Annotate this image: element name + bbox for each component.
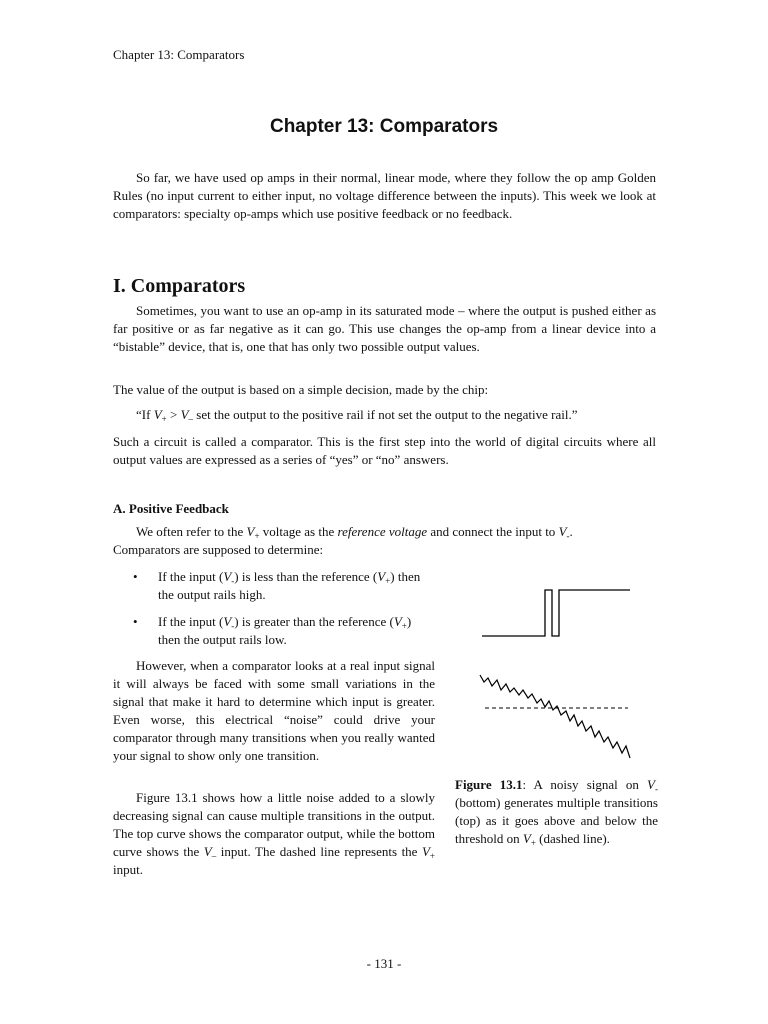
section-paragraph-2: The value of the output is based on a simple decision, made by the chip: — [113, 382, 489, 397]
figure-description-paragraph: Figure 13.1 shows how a little noise added to a slowly decreasing signal can cause multiple transitions in the output. The top curve shows the comparator output, while the bottom curve shows the $V_-$ input. The dashed line represents the $V_+$ input. — [113, 790, 435, 877]
noisy-input-signal — [480, 675, 630, 758]
section-heading: I. Comparators — [113, 275, 246, 297]
section-paragraph-3: Such a circuit is called a comparator. This is the first step into the world of digital circuits where all output values are expressed as a series of “yes” or “no” answers. — [113, 434, 656, 467]
page-number: - 131 - — [366, 956, 402, 971]
rule-quote: “If $V_+ > V_-$ set the output to the positive rail if not set the output to the negative rail.” — [136, 407, 578, 424]
however-paragraph: However, when a comparator looks at a real input signal it will always be faced with some small variations in the signal that make it hard to determine which input is greater. Even worse, this electrical “noise” could drive your comparator through many transitions when you really wanted your signal to show only one transition. — [113, 658, 435, 763]
chapter-title: Chapter 13: Comparators — [269, 116, 499, 137]
running-header: Chapter 13: Comparators — [113, 47, 245, 62]
comparator-output-waveform — [482, 590, 630, 636]
bullet-icon: • — [133, 569, 138, 584]
figure-caption: Figure 13.1: A noisy signal on $V_-$ (bottom) generates multiple transitions (top) as it goes above and below the threshold on $V_+$ (dashed line). — [455, 777, 658, 848]
subsection-intro: We often refer to the $V_+$ voltage as the reference voltage and connect the input to $V_-$. Comparators are supposed to determine: — [113, 524, 573, 557]
figure-13-1-diagram — [470, 580, 650, 765]
intro-paragraph: So far, we have used op amps in their normal, linear mode, where they follow the op amp Golden Rules (no input current to either input, no voltage difference between the inputs). This week we look at comparators: specialty op-amps which use positive feedback or no feedback. — [113, 170, 656, 221]
section-paragraph-1: Sometimes, you want to use an op-amp in its saturated mode – where the output is pushed either as far positive or as far negative as it can go. This use changes the op-amp from a linear device into a “bistable” device, that is, one that has only two possible output values. — [113, 303, 656, 354]
bullet-icon: • — [133, 614, 138, 629]
subsection-heading: A. Positive Feedback — [113, 501, 229, 516]
